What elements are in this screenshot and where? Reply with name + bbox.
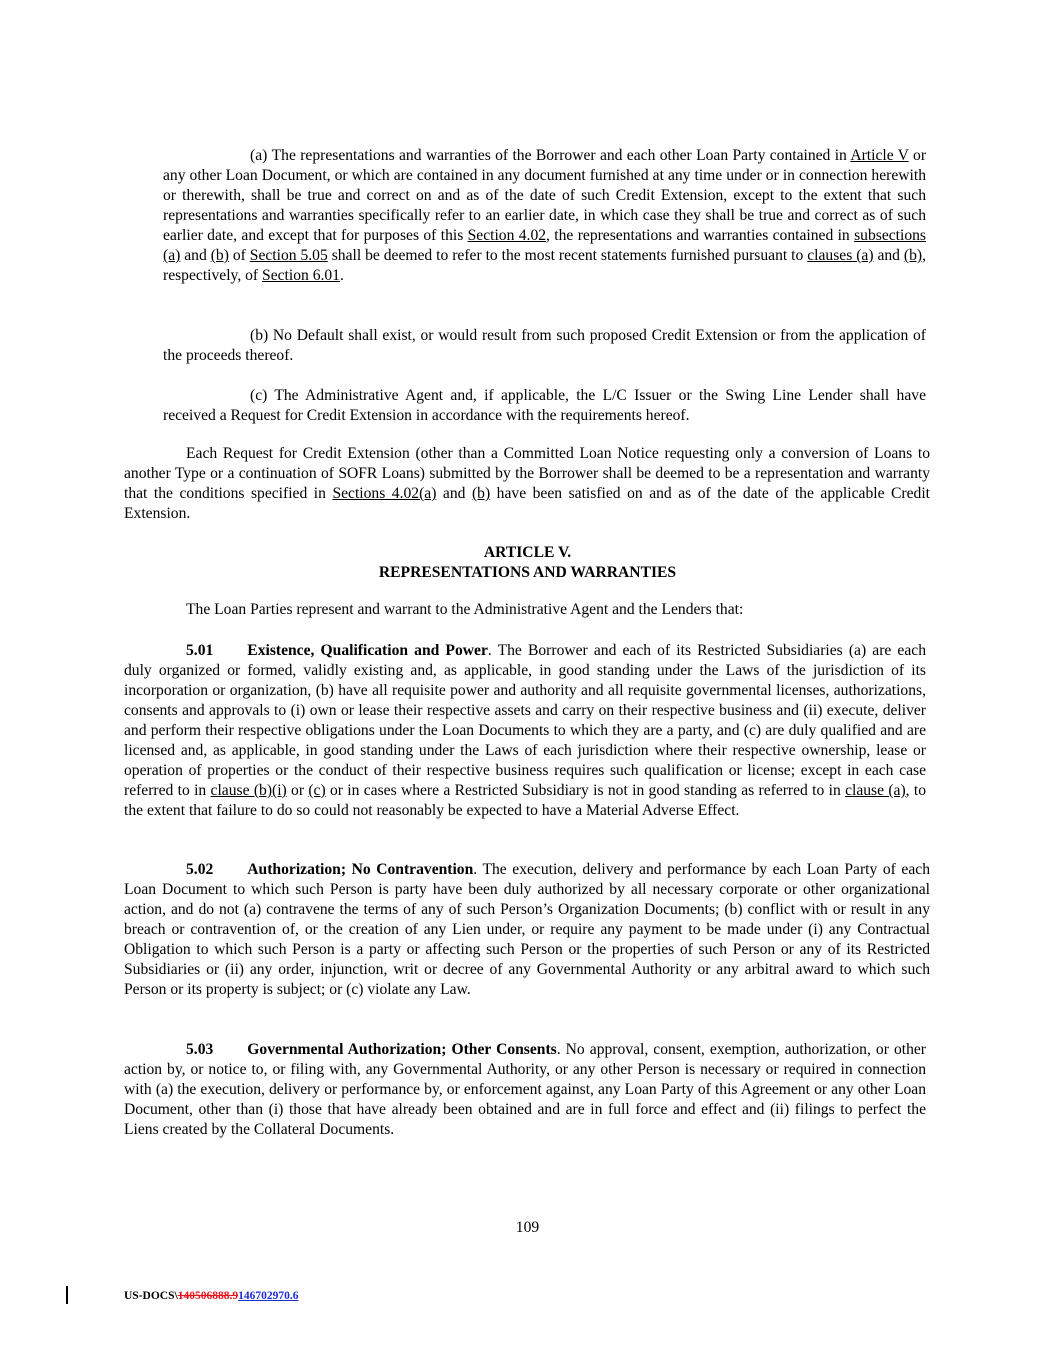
article-number: ARTICLE V. [483,544,572,561]
section-number: 5.02 [186,861,214,878]
section-5-02: 5.02 Authorization; No Contravention. The execution, delivery and performance by each Loan Party of each Loan Document to which such Person is party have been duly authorized by all necessary corporate or other organizational action, and do not (a) contravene the terms of any of such Person’s Organization Documents; (b) conflict with or result in any breach or contravention of, or the creation of any Lien under, or require any payment to be made under (i) any Contractual Obligation to which such Person is a party or affecting such Person or the properties of such Person or any of its Restricted Subsidiaries or (ii) any order, injunction, writ or decree of any Governmental Authority or any arbitral award to which such Person or its property is subject; or (c) violate any Law. [124,861,930,998]
clause-a-reference: clause (a) [845,782,906,799]
section-6-01-reference: Section 6.01 [262,267,340,284]
page-number: 109 [515,1219,540,1236]
sections-4-02a-reference: Sections 4.02(a) [332,485,437,502]
section-number: 5.03 [186,1041,214,1058]
condition-b: (b) No Default shall exist, or would result from such proposed Credit Extension or from the application of the proceeds thereof. [163,327,926,364]
revision-change-bar [66,1286,68,1304]
section-heading: Governmental Authorization; Other Consents [247,1041,557,1058]
subsections-a-reference: subsections (a) [163,227,926,264]
clause-b-reference: (b) [903,247,923,264]
clause-c-reference: (c) [308,782,326,799]
subsection-b-reference: (b) [210,247,229,264]
section-4-02b-reference: (b) [471,485,491,502]
section-heading: Existence, Qualification and Power [247,642,488,659]
clauses-a-reference: clauses (a) [807,247,874,264]
footer-inserted-doc-number: 146702970.6 [238,1290,299,1302]
footer-prefix: US-DOCS\ [124,1290,178,1302]
each-request-paragraph: Each Request for Credit Extension (other than a Committed Loan Notice requesting only a conversion of Loans to another Type or a continuation of SOFR Loans) submitted by the Borrower shall be deemed to be a representation and warranty that the conditions specified in Sections 4.02(a) and (b) have been satisfied on and as of the date of the applicable Credit Extension. [124,445,930,522]
document-footer [124,1289,298,1303]
section-4-02-reference: Section 4.02 [467,227,547,244]
section-5-01: 5.01 Existence, Qualification and Power. The Borrower and each of its Restricted Subsidiaries (a) are each duly organized or formed, validly existing and, as applicable, in good standing under the Laws of the jurisdiction of its incorporation or organization, (b) have all requisite power and authority and all requisite governmental licenses, authorizations, consents and approvals to (i) own or lease their respective assets and carry on their respective business and (ii) execute, deliver and perform their respective obligations under the Loan Documents to which they are a party, and (c) are duly qualified and are licensed and, as applicable, in good standing under the Laws of each jurisdiction where their respective ownership, lease or operation of properties or the conduct of their respective business requires such qualification or license; except in each case referred to in clause (b)(i) or (c) or in cases where a Restricted Subsidiary is not in good standing as referred to in clause (a), to the extent that failure to do so could not reasonably be expected to have a Material Adverse Effect. [124,642,926,819]
condition-a: (a) The representations and warranties of the Borrower and each other Loan Party contained in Article V or any other Loan Document, or which are contained in any document furnished at any time under or in connection herewith or therewith, shall be true and correct on and as of the date of such Credit Extension, except to the extent that such representations and warranties specifically refer to an earlier date, in which case they shall be true and correct as of such earlier date, and except that for purposes of this Section 4.02, the representations and warranties contained in subsections (a) and (b) of Section 5.05 shall be deemed to refer to the most recent statements furnished pursuant to clauses (a) and (b), respectively, of Section 6.01. [163,147,927,284]
article-heading [0,543,1055,583]
section-5-05-reference: Section 5.05 [249,247,328,264]
footer-deleted-doc-number: 140506888.9 [177,1290,239,1302]
clause-b-i-reference: clause (b)(i) [210,782,287,799]
section-number: 5.01 [186,642,214,659]
article-title: REPRESENTATIONS AND WARRANTIES [378,564,677,581]
condition-c: (c) The Administrative Agent and, if applicable, the L/C Issuer or the Swing Line Lender shall have received a Request for Credit Extension in accordance with the requirements hereof. [163,387,926,424]
section-5-03: 5.03 Governmental Authorization; Other Consents. No approval, consent, exemption, authorization, or other action by, or notice to, or filing with, any Governmental Authority, or any other Person is necessary or required in connection with (a) the execution, delivery or performance by, or enforcement against, any Loan Party of this Agreement or any other Loan Document, other than (i) those that have already been obtained and are in full force and effect and (ii) filings to perfect the Liens created by the Collateral Documents. [124,1041,926,1138]
section-heading: Authorization; No Contravention [247,861,474,878]
intro-paragraph: The Loan Parties represent and warrant to the Administrative Agent and the Lenders that: [186,601,744,618]
article-v-reference: Article V [850,147,909,164]
